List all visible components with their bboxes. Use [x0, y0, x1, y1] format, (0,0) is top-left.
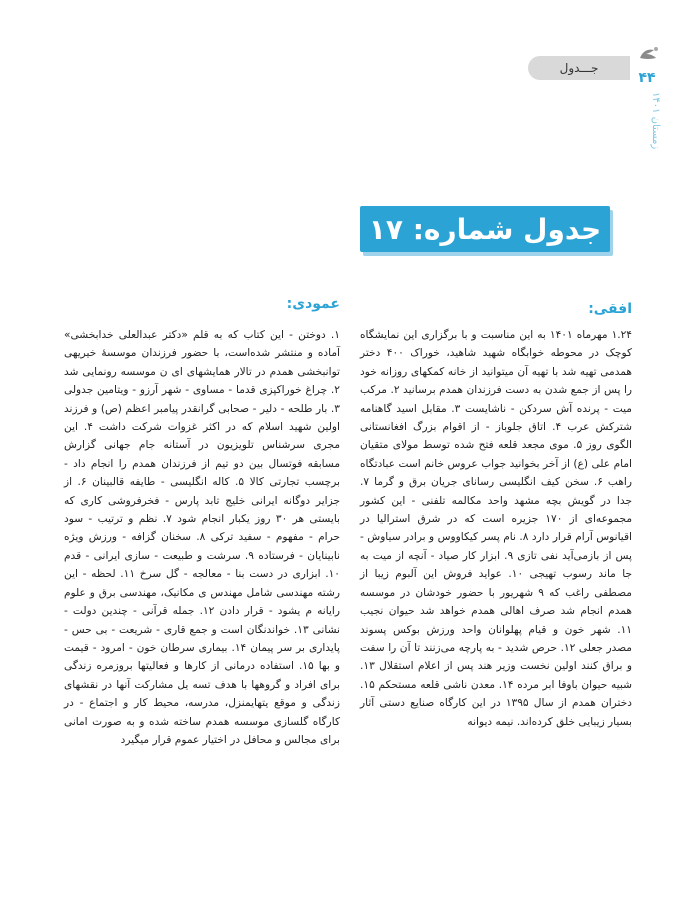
puzzle-title-banner	[360, 206, 610, 252]
issue-label: زمستان ۱۴۰۱	[650, 92, 661, 150]
across-heading: افقی:	[588, 301, 632, 317]
across-clues: ۱.۲۴ مهرماه ۱۴۰۱ به این مناسبت و با برگزاری این نمایشگاه کوچک در محوطه خوابگاه شهید شاهید، خوراک ۴۰۰ دختر همدمی تهیه شد با تهیه آن میتوانید از خانه کمکهای روزانه خود را پس از جمع شدن به دست فرزندان همدم برسانید ۲. مرکب میت - پرنده آش سردکن - ناشایست ۳. مقابل اسید گاهنامه شترکش عرب ۴. اتاق جلوباز - از اقوام بزرگ افغانستانی الگوی روز ۵. موی مجعد قلعه فتح شده توسط مولای متقیان امام علی (ع) از آخر بخوانید جواب عروس خانم است عبادتگاه راهب ۶. سخن کیف انگلیسی رسانای جریان برق و گرما ۷. جدا در گویش بچه مشهد واحد مکالمه تلفنی - این کشور مجموعه‌ای از ۱۷۰ جزیره است که در شرق استرالیا در اقیانوس آرام قرار دارد ۸. نام پسر کیکاووس و برادر سیاوش - پس از بازمی‌آید نفی تازی ۹. ابزار کار صیاد - آنچه از میت به جا ماند رسوب تهیجی ۱۰. عواید فروش این آلبوم زیبا از مصطفی راغب که ۹ شهریور با حضور خودشان در موسسه همدم انجام شد صرف اهالی همدم خواهد شد حیوان نجیب ۱۱. شهر خون و قیام پهلوانان واحد ورزش بوکس پسوند مصدر جعلی ۱۲. حرص شدید - به پارچه می‌زنند تا آن را سفت و براق کنند اولین نخست وزیر هند پس از اعلام استقلال ۱۳. شبیه حیوان باوفا ابر مرده ۱۴. معدن ناشی قلعه مستحکم ۱۵. دختران همدم از سال ۱۳۹۵ در این کارگاه صنایع دستی آثار بسیار زیبایی خلق کرده‌اند. نیمه دیوانه	[360, 329, 633, 728]
corner-decoration-icon	[636, 44, 662, 64]
puzzle-title: جدول شماره: ۱۷	[368, 212, 602, 246]
page-number: ۴۴	[638, 70, 656, 86]
down-heading: عمودی:	[286, 296, 340, 312]
section-tab: جـــدول	[528, 56, 630, 80]
down-clues: ۱. دوختن - این کتاب که به قلم «دکتر عبدالعلی خدابخشی» آماده و منتشر شده‌است، با حضور فرزندان موسسهٔ خیریهی توانبخشی همدم در تالار همایشهای ای ن موسسه رونمایی شد ۲. چراغ خوراکپزی قدما - مساوی - شهر آرزو - ویتامین جدولی ۳. بار طلحه - دلیر - صحابی گرانقدر پیامبر اعظم (ص) و فرزند اولین شهید اسلام که در اکثر غزوات شرکت داشت ۴. این مجری سرشناس تلویزیون در آستانه جام جهانی گزارش مسابقه فوتسال بین دو تیم از فرزندان همدم را انجام داد - برچسب تجارتی کالا ۵. کاله انگلیسی - طایفه قالبینان ۶. از جزایر دوگانه ایرانی خلیج تابد پارس - فخرفروشی کاری که بایستی هر ۳۰ روز یکبار انجام شود ۷. نظم و ترتیب - سود حرام - مفهوم - سفید ترکی ۸. سخنان گزافه - ورزش ویژه نابینایان - فرستاده ۹. سرشت و طبیعت - سازی ایرانی - قدم ۱۰. ابزاری در دست بنا - معالجه - گل سرخ ۱۱. لحظه - این رشته مهندسی شامل مهندس ی مکانیک، مهندسی برق و علوم رایانه م یشود - قرار دادن ۱۲. جمله قرآنی - چندین دولت - نشانی ۱۳. خواندنگان است و جمع قاری - شریعت - بی حس - پایداری بر سر پیمان ۱۴. بیماری سرطان خون - امرود - قیمت و بها ۱۵. استفاده درمانی از کارها و فعالیتها بروزمره زندگی برای افراد و گروهها با هدف تسه یل مشارکت آنها در نقشهای زندگی و موقع یتهایمنزل، مدرسه، محیط کار و اجتماع - در کارگاه گلسازی موسسه همدم ساخته شده و به صورت امانی برای مجالس و محافل در اختیار عموم قرار میگیرد	[64, 329, 341, 746]
